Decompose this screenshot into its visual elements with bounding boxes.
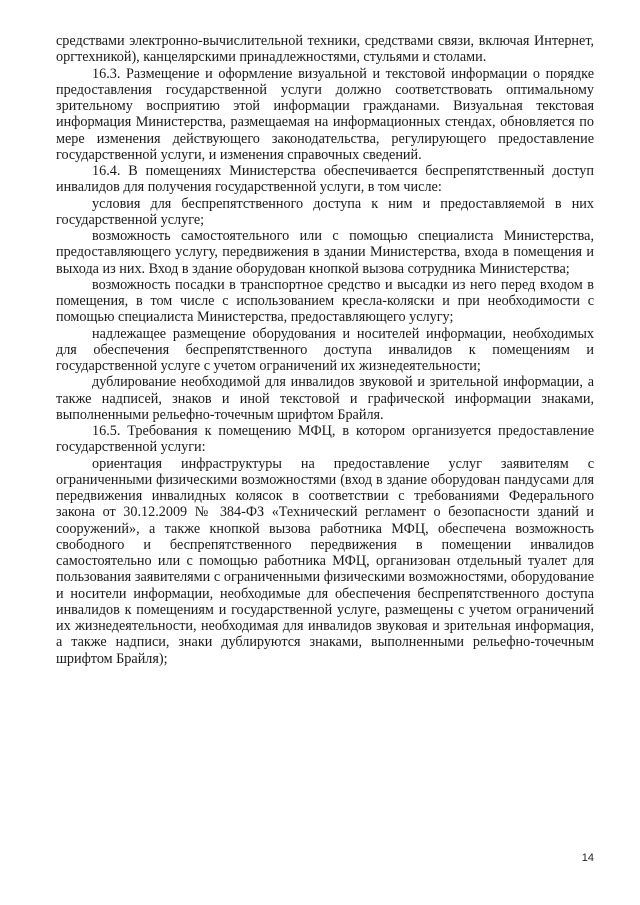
paragraph-access-conditions: условия для беспрепятственного доступа к ним и предоставляемой в них государственной услуге; [56, 195, 594, 228]
paragraph-braille: дублирование необходимой для инвалидов звуковой и зрительной информации, а также надписей, знаков и иной текстовой и графической информации знаками, выполненными рельефно-точечным шрифтом Брайля. [56, 374, 594, 423]
paragraph-equipment: надлежащее размещение оборудования и носителей информации, необходимых для обеспечения беспрепятственного доступа инвалидов к помещениям и государственной услуге с учетом ограничений их жизнедеятельности; [56, 325, 594, 374]
body-text [56, 33, 594, 667]
paragraph-16-4: 16.4. В помещениях Министерства обеспечивается беспрепятственный доступ инвалидов для получения государственной услуги, в том числе: [56, 163, 594, 196]
paragraph-16-5: 16.5. Требования к помещению МФЦ, в котором организуется предоставление государственной услуги: [56, 423, 594, 456]
paragraph-infrastructure: ориентация инфраструктуры на предоставление услуг заявителям с ограниченными физическими возможностями (вход в здание оборудован пандусами для передвижения инвалидных колясок в соответствии с требованиями Федерального закона от 30.12.2009 № 384-ФЗ «Технический регламент о безопасности зданий и сооружений», а также кнопкой вызова работника МФЦ, обеспечена возможность свободного и беспрепятственного передвижения в помещении инвалидов самостоятельно или с помощью работника МФЦ, организован отдельный туалет для пользования заявителями с ограниченными физическими возможностями, оборудование и носители информации, необходимые для обеспечения беспрепятственного доступа инвалидов к помещениям и государственной услуге, размещены с учетом ограничений их жизнедеятельности, необходимая для инвалидов звуковая и зрительная информация, а также надписи, знаки дублируются знаками, выполненными рельефно-точечным шрифтом Брайля); [56, 455, 594, 667]
page-number: 14 [581, 852, 594, 864]
paragraph-continuation: средствами электронно-вычислительной техники, средствами связи, включая Интернет, оргтехникой), канцелярскими принадлежностями, стульями и столами. [56, 33, 594, 66]
paragraph-movement: возможность самостоятельного или с помощью специалиста Министерства, предоставляющего услугу, передвижения в здании Министерства, входа в помещения и выхода из них. Вход в здание оборудован кнопкой вызова сотрудника Министерства; [56, 228, 594, 277]
paragraph-transport: возможность посадки в транспортное средство и высадки из него перед входом в помещения, в том числе с использованием кресла-коляски и при необходимости с помощью специалиста Министерства, предоставляющего услугу; [56, 276, 594, 326]
paragraph-16-3: 16.3. Размещение и оформление визуальной и текстовой информации о порядке предоставления государственной услуги должно соответствовать оптимальному зрительному восприятию этой информации гражданами. Визуальная текстовая информация Министерства, размещаемая на информационных стендах, обновляется по мере изменения действующего законодательства, регулирующего предоставление государственной услуги, и изменения справочных сведений. [56, 65, 594, 163]
